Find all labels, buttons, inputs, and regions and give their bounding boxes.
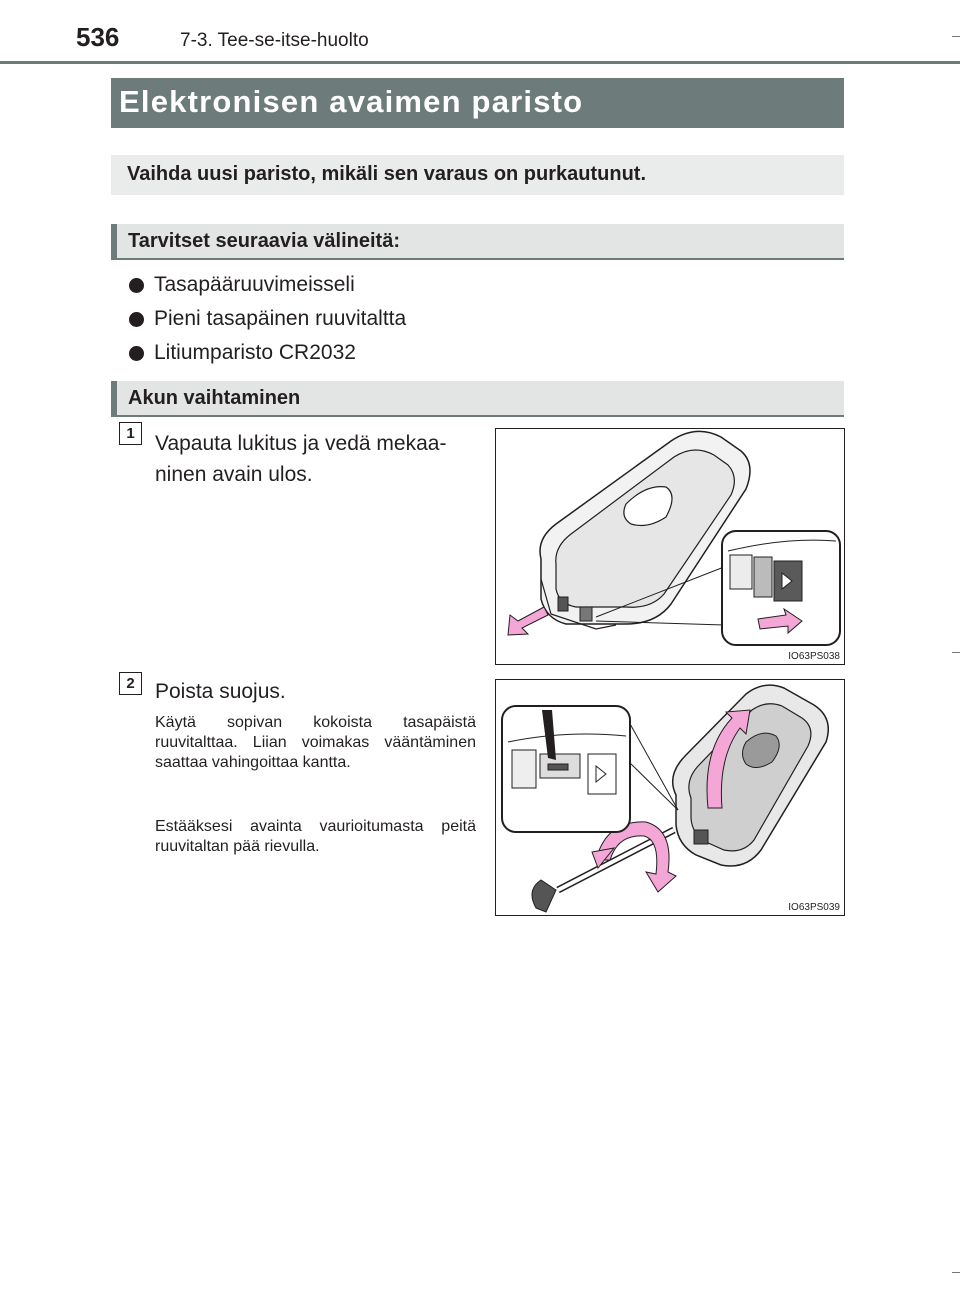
bullet-icon	[129, 346, 144, 361]
figure-cover-removal	[495, 679, 845, 916]
tools-heading-bar	[111, 224, 844, 260]
key-release-illustration	[496, 429, 844, 664]
crop-mark	[952, 1272, 960, 1273]
tools-list	[129, 268, 406, 370]
title-bar	[111, 78, 844, 128]
tools-heading: Tarvitset seuraavia välineitä:	[128, 230, 400, 252]
step-text: Poista suojus.	[155, 680, 286, 703]
step-note: Käytä sopivan kokoista tasapäistä ruuvitalttaa. Liian voimakas vääntäminen saattaa vahingoittaa kantta.	[155, 714, 476, 771]
crop-mark	[952, 652, 960, 653]
figure-key-release	[495, 428, 845, 665]
cover-removal-illustration	[496, 680, 844, 915]
step-text: Vapauta lukitus ja vedä mekaa- ninen avain ulos.	[155, 432, 447, 486]
section-label: 7-3. Tee-se-itse-huolto	[180, 30, 369, 51]
crop-mark	[952, 36, 960, 37]
intro-text: Vaihda uusi paristo, mikäli sen varaus on purkautunut.	[127, 163, 647, 185]
bullet-icon	[129, 278, 144, 293]
figure-code: IO63PS039	[788, 902, 840, 913]
list-item: Litiumparisto CR2032	[129, 336, 406, 370]
step-note: Estääksesi avainta vaurioitumasta peitä ruuvitaltan pää rievulla.	[155, 818, 476, 855]
page-title: Elektronisen avaimen paristo	[119, 84, 584, 119]
list-item: Pieni tasapäinen ruuvitaltta	[129, 302, 406, 336]
figure-code: IO63PS038	[788, 651, 840, 662]
step-number: 2	[119, 672, 142, 695]
intro-box	[111, 155, 844, 195]
list-item: Tasapääruuvimeisseli	[129, 268, 406, 302]
bullet-icon	[129, 312, 144, 327]
procedure-heading-bar	[111, 381, 844, 417]
header-rule	[0, 61, 960, 64]
page-number: 536	[76, 22, 120, 52]
step-number: 1	[119, 422, 142, 445]
procedure-heading: Akun vaihtaminen	[128, 387, 301, 409]
